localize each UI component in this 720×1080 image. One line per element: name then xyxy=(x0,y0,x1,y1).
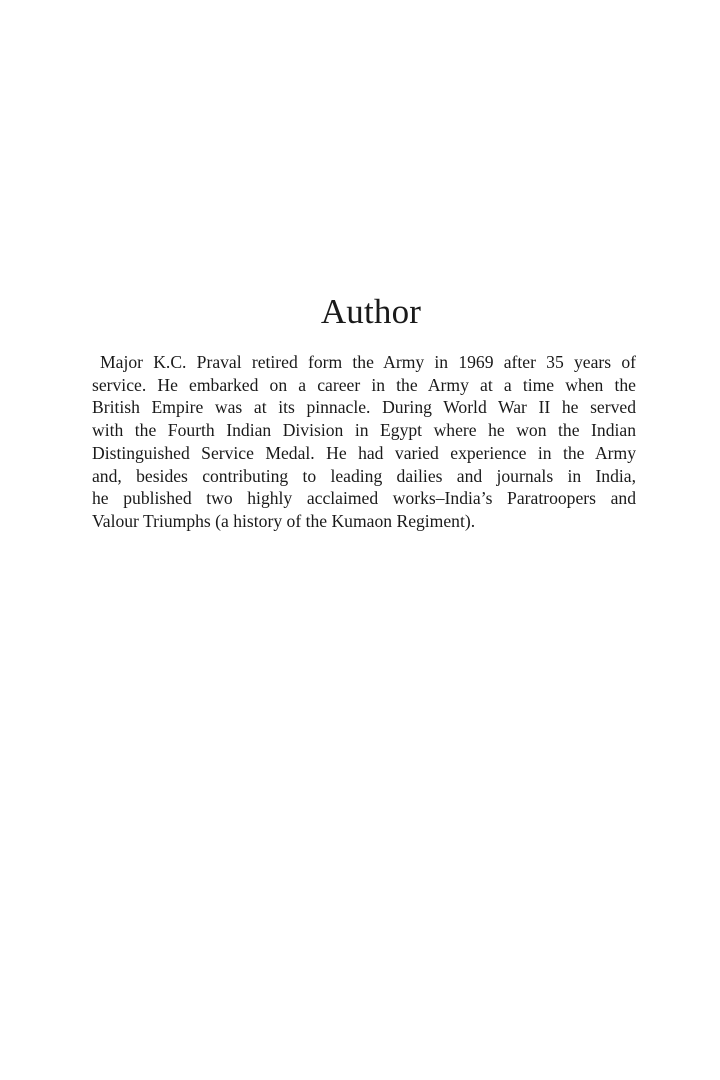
paragraph-line: he published two highly acclaimed works–India’s Paratroopers and xyxy=(92,488,636,509)
paragraph-line: Valour Triumphs (a history of the Kumaon Regiment). xyxy=(92,510,476,531)
paragraph-line: British Empire was at its pinnacle. During World War II he served xyxy=(92,397,636,418)
document-page xyxy=(92,0,636,1080)
paragraph-line: with the Fourth Indian Division in Egypt where he won the Indian xyxy=(92,420,636,441)
author-bio-paragraph xyxy=(92,351,636,533)
paragraph-line: service. He embarked on a career in the Army at a time when the xyxy=(92,374,636,395)
paragraph-line: Distinguished Service Medal. He had varied experience in the Army xyxy=(92,442,636,463)
paragraph-line: and, besides contributing to leading dailies and journals in India, xyxy=(92,465,636,486)
page-title: Author xyxy=(320,292,422,331)
paragraph-line: Major K.C. Praval retired form the Army in 1969 after 35 years of xyxy=(100,352,636,372)
